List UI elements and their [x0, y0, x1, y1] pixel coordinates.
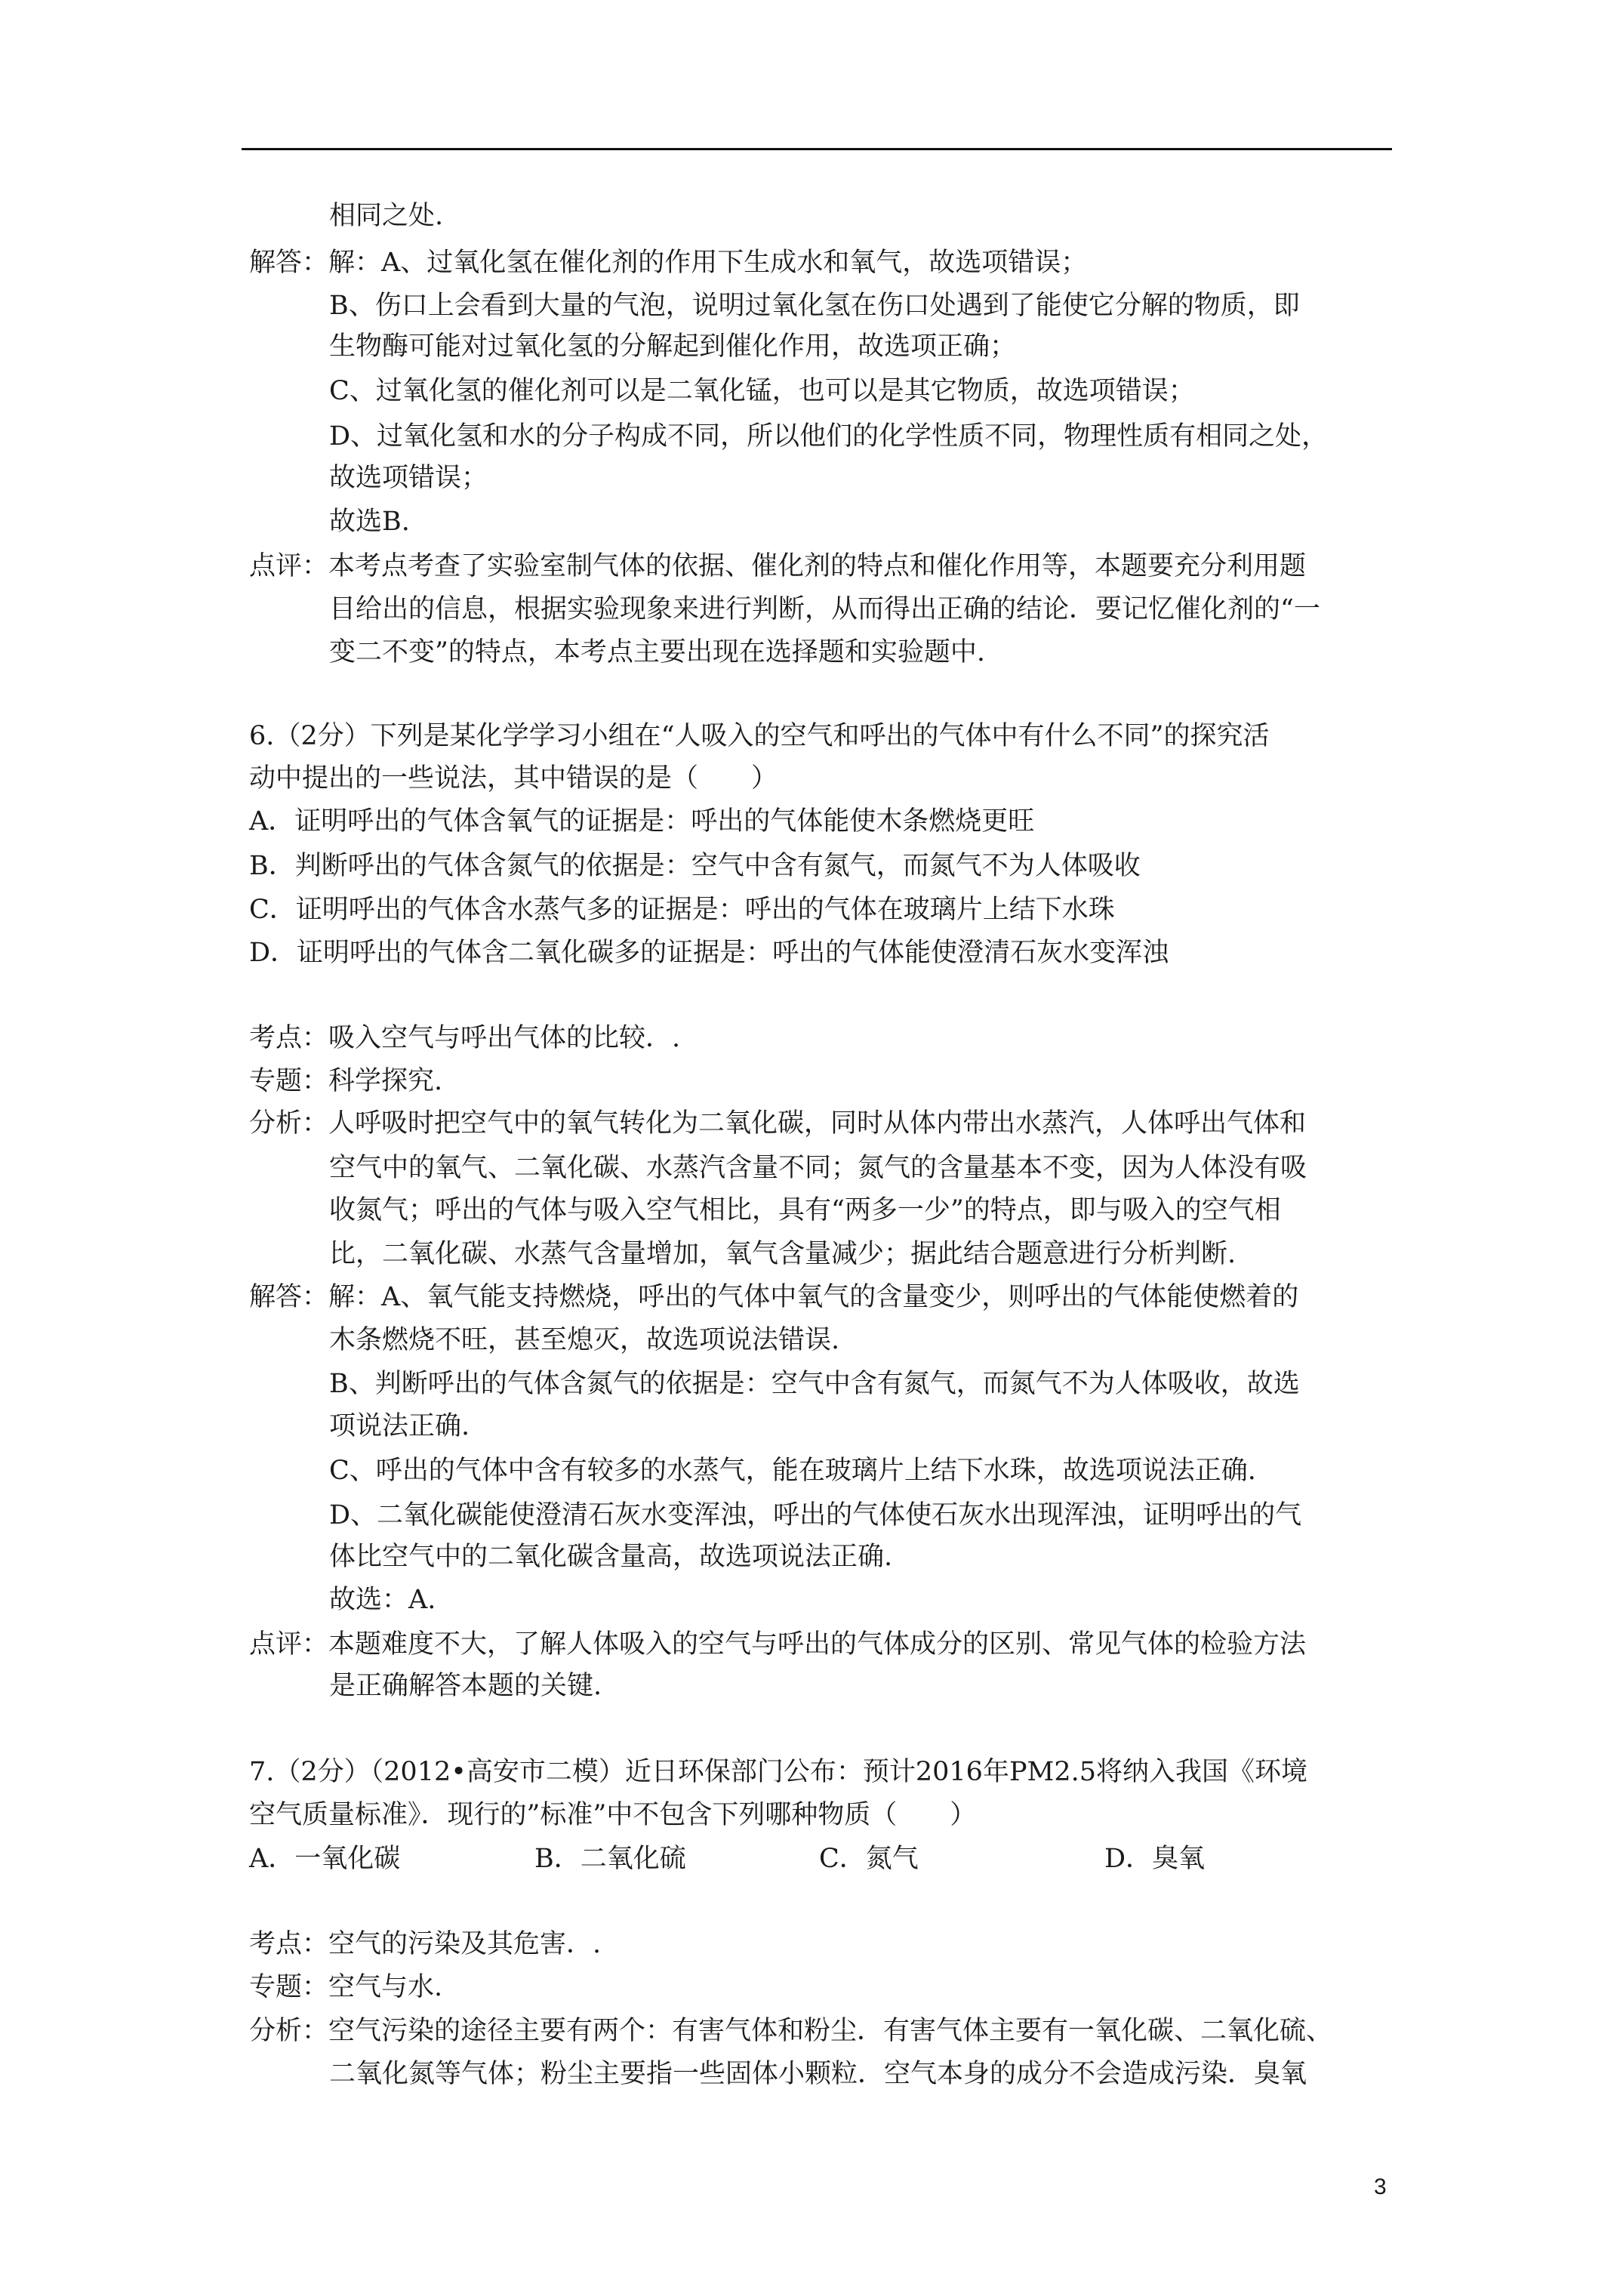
prev-answer-line: 生物酶可能对过氧化氢的分解起到催化作用，故选项正确； — [329, 331, 1017, 362]
q6-answer-line: 故选：A. — [329, 1585, 436, 1615]
q6-answer-line: 体比空气中的二氧化碳含量高，故选项说法正确. — [329, 1542, 893, 1572]
q7-analysis-line: 分析：空气污染的途径主要有两个：有害气体和粉尘．有害气体主要有一氧化碳、二氧化硫、 — [249, 2016, 1333, 2046]
prev-comment-line: 目给出的信息，根据实验现象来进行判断，从而得出正确的结论．要记忆催化剂的“一 — [329, 594, 1320, 624]
q6-analysis-line: 收氮气；呼出的气体与吸入空气相比，具有“两多一少”的特点，即与吸入的空气相 — [329, 1195, 1281, 1225]
q6-stem: 6.（2分）下列是某化学学习小组在“人吸入的空气和呼出的气体中有什么不同”的探究活 — [249, 721, 1270, 751]
q6-topic: 专题：科学探究. — [249, 1066, 443, 1096]
q6-option-d: D．证明呼出的气体含二氧化碳多的证据是：呼出的气体能使澄清石灰水变浑浊 — [249, 938, 1169, 968]
prev-comment-line: 点评：本考点考查了实验室制气体的依据、催化剂的特点和催化作用等，本题要充分利用题 — [249, 551, 1307, 581]
prev-answer-line: 故选B. — [329, 507, 410, 537]
q7-option-c: C．氮气 — [819, 1844, 919, 1874]
q6-answer-line: 解答：解：A、氧气能支持燃烧，呼出的气体中氧气的含量变少，则呼出的气体能使燃着的 — [249, 1282, 1299, 1312]
page-number: 3 — [1374, 2174, 1387, 2199]
q6-point: 考点：吸入空气与呼出气体的比较．. — [249, 1023, 681, 1053]
q7-stem: 7.（2分）（2012•高安市二模）近日环保部门公布：预计2016年PM2.5将纳入我国《环境 — [249, 1757, 1308, 1787]
q6-answer-line: 项说法正确. — [329, 1411, 470, 1441]
q6-analysis-line: 比，二氧化碳、水蒸气含量增加，氧气含量减少；据此结合题意进行分析判断. — [329, 1239, 1236, 1269]
q7-topic: 专题：空气与水. — [249, 1972, 443, 2002]
q6-comment-line: 是正确解答本题的关键. — [329, 1671, 602, 1701]
q7-option-d: D．臭氧 — [1104, 1844, 1206, 1874]
q6-analysis-line: 空气中的氧气、二氧化碳、水蒸汽含量不同；氮气的含量基本不变，因为人体没有吸 — [329, 1153, 1307, 1183]
q6-option-b: B．判断呼出的气体含氮气的依据是：空气中含有氮气，而氮气不为人体吸收 — [249, 851, 1141, 881]
q7-point: 考点：空气的污染及其危害．. — [249, 1929, 602, 1959]
q6-answer-line: C、呼出的气体中含有较多的水蒸气，能在玻璃片上结下水珠，故选项说法正确. — [329, 1456, 1256, 1486]
prev-answer-line: 故选项错误； — [329, 463, 488, 493]
q6-option-c: C．证明呼出的气体含水蒸气多的证据是：呼出的气体在玻璃片上结下水珠 — [249, 895, 1115, 925]
header-rule — [242, 148, 1392, 150]
q7-option-a: A．一氧化碳 — [249, 1844, 401, 1874]
prev-comment-line: 变二不变”的特点，本考点主要出现在选择题和实验题中. — [329, 637, 986, 667]
q6-option-a: A．证明呼出的气体含氧气的证据是：呼出的气体能使木条燃烧更旺 — [249, 806, 1035, 837]
q6-stem: 动中提出的一些说法，其中错误的是（ ） — [249, 763, 778, 794]
q7-option-b: B．二氧化硫 — [534, 1844, 686, 1874]
q7-analysis-line: 二氧化氮等气体；粉尘主要指一些固体小颗粒．空气本身的成分不会造成污染．臭氧 — [329, 2059, 1307, 2089]
q7-stem: 空气质量标准》．现行的”标准”中不包含下列哪种物质（ ） — [249, 1800, 977, 1830]
prev-answer-line: D、过氧化氢和水的分子构成不同，所以他们的化学性质不同，物理性质有相同之处， — [329, 421, 1329, 451]
q6-answer-line: D、二氧化碳能使澄清石灰水变浑浊，呼出的气体使石灰水出现浑浊，证明呼出的气 — [329, 1500, 1302, 1530]
prev-answer-line: 解答：解：A、过氧化氢在催化剂的作用下生成水和氧气，故选项错误； — [249, 248, 1088, 278]
prev-tail: 相同之处. — [329, 201, 444, 231]
q6-comment-line: 点评：本题难度不大，了解人体吸入的空气与呼出的气体成分的区别、常见气体的检验方法 — [249, 1629, 1307, 1660]
prev-answer-line: C、过氧化氢的催化剂可以是二氧化锰，也可以是其它物质，故选项错误； — [329, 376, 1195, 406]
q6-analysis-line: 分析：人呼吸时把空气中的氧气转化为二氧化碳，同时从体内带出水蒸汽，人体呼出气体和 — [249, 1108, 1307, 1139]
q6-answer-line: B、判断呼出的气体含氮气的依据是：空气中含有氮气，而氮气不为人体吸收，故选 — [329, 1369, 1300, 1399]
q6-answer-line: 木条燃烧不旺，甚至熄灭，故选项说法错误. — [329, 1325, 840, 1355]
prev-answer-line: B、伤口上会看到大量的气泡，说明过氧化氢在伤口处遇到了能使它分解的物质，即 — [329, 291, 1300, 321]
